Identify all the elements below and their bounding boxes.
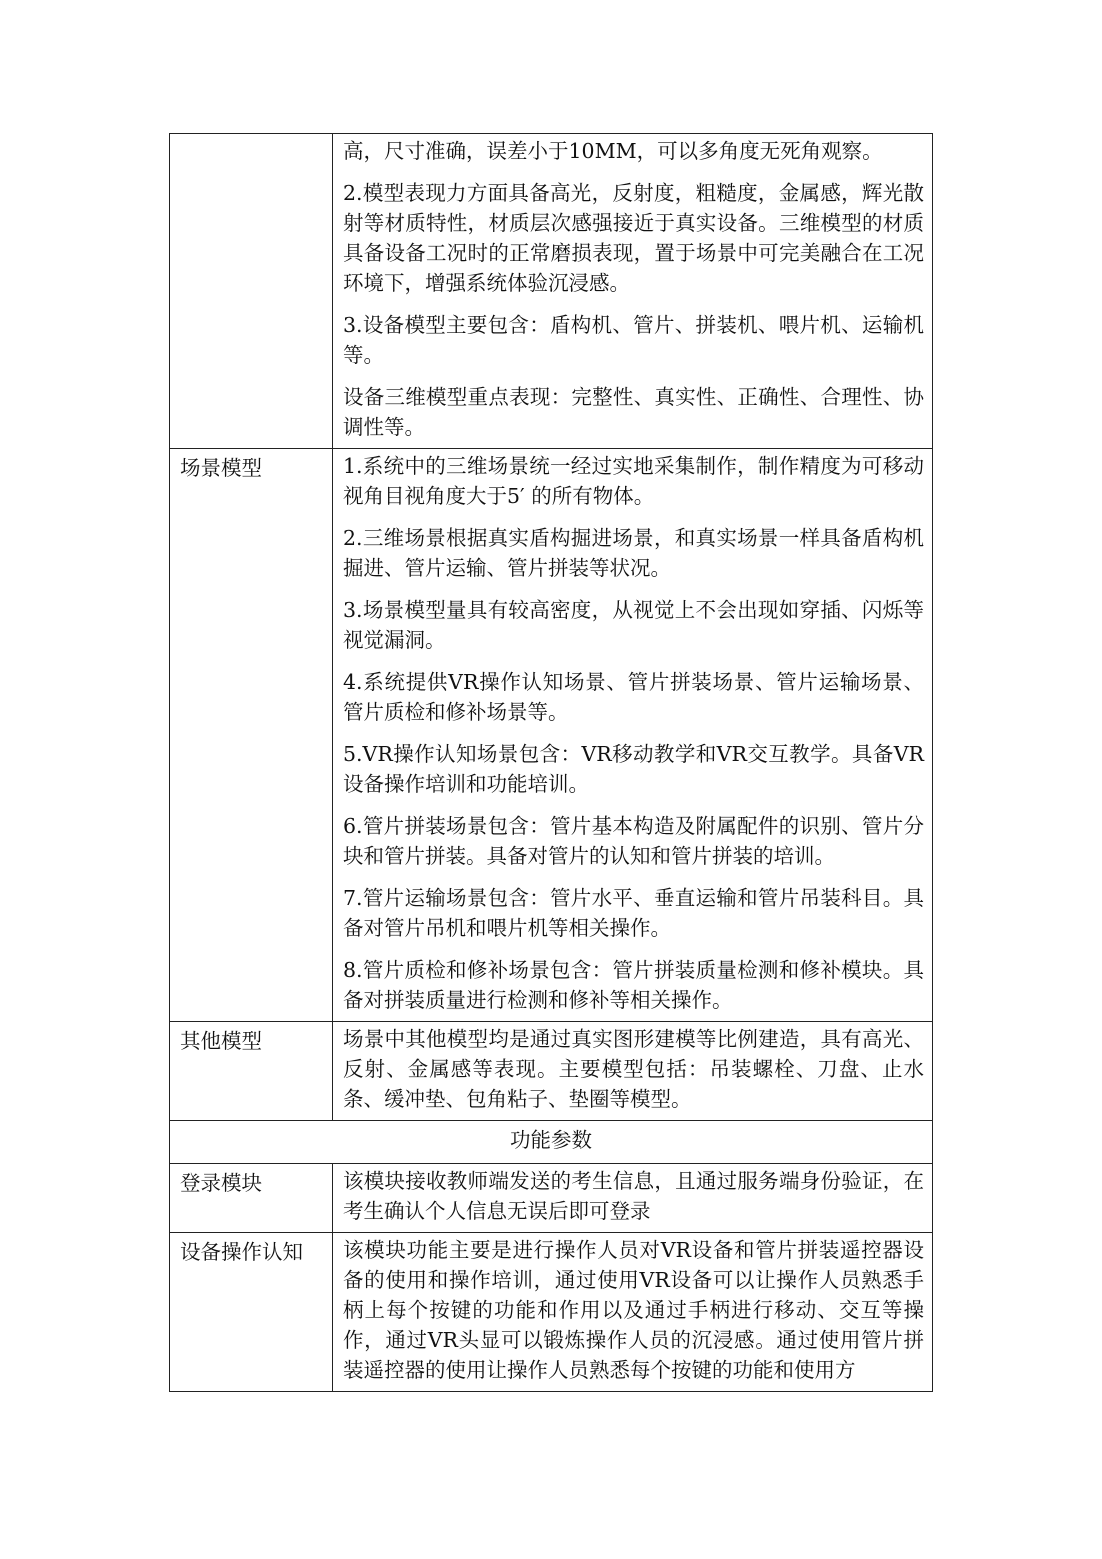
row-label-device-cognition: 设备操作认知 xyxy=(170,1233,333,1392)
paragraph: 1.系统中的三维场景统一经过实地采集制作，制作精度为可移动视角目视角度大于5′ 的所有物体。 xyxy=(343,454,924,508)
table-row xyxy=(170,1164,933,1233)
paragraph: 该模块接收教师端发送的考生信息，且通过服务端身份验证，在考生确认个人信息无误后即可登录 xyxy=(343,1169,924,1223)
row-content-scene-model xyxy=(333,449,933,1022)
paragraph: 5.VR操作认知场景包含：VR移动教学和VR交互教学。具备VR设备操作培训和功能培训。 xyxy=(343,742,924,796)
paragraph: 6.管片拼装场景包含：管片基本构造及附属配件的识别、管片分块和管片拼装。具备对管片的认知和管片拼装的培训。 xyxy=(343,814,924,868)
row-content-device-cognition xyxy=(333,1233,933,1392)
row-content-login-module xyxy=(333,1164,933,1233)
table-row xyxy=(170,1233,933,1392)
section-header: 功能参数 xyxy=(170,1121,933,1164)
paragraph: 该模块功能主要是进行操作人员对VR设备和管片拼装遥控器设备的使用和操作培训，通过使用VR设备可以让操作人员熟悉手柄上每个按键的功能和作用以及通过手柄进行移动、交互等操作，通过VR头显可以锻炼操作人员的沉浸感。通过使用管片拼装遥控器的使用让操作人员熟悉每个按键的功能和使用方 xyxy=(343,1238,924,1382)
spec-table xyxy=(169,133,933,1392)
paragraph: 设备三维模型重点表现：完整性、真实性、正确性、合理性、协调性等。 xyxy=(343,385,924,439)
row-content-other-model xyxy=(333,1022,933,1121)
table-row xyxy=(170,1121,933,1164)
row-label-device-model xyxy=(170,134,333,449)
row-label-scene-model: 场景模型 xyxy=(170,449,333,1022)
paragraph: 2.模型表现力方面具备高光，反射度，粗糙度，金属感，辉光散射等材质特性，材质层次感强接近于真实设备。三维模型的材质具备设备工况时的正常磨损表现，置于场景中可完美融合在工况环境下，增强系统体验沉浸感。 xyxy=(343,181,924,295)
row-label-other-model: 其他模型 xyxy=(170,1022,333,1121)
paragraph: 场景中其他模型均是通过真实图形建模等比例建造，具有高光、反射、金属感等表现。主要模型包括：吊装螺栓、刀盘、止水条、缓冲垫、包角粘子、垫圈等模型。 xyxy=(343,1027,924,1111)
paragraph: 3.设备模型主要包含：盾构机、管片、拼装机、喂片机、运输机等。 xyxy=(343,313,924,367)
row-label-login-module: 登录模块 xyxy=(170,1164,333,1233)
paragraph: 7.管片运输场景包含：管片水平、垂直运输和管片吊装科目。具备对管片吊机和喂片机等相关操作。 xyxy=(343,886,924,940)
paragraph: 4.系统提供VR操作认知场景、管片拼装场景、管片运输场景、管片质检和修补场景等。 xyxy=(343,670,924,724)
paragraph: 3.场景模型量具有较高密度，从视觉上不会出现如穿插、闪烁等视觉漏洞。 xyxy=(343,598,924,652)
paragraph: 2.三维场景根据真实盾构掘进场景，和真实场景一样具备盾构机掘进、管片运输、管片拼装等状况。 xyxy=(343,526,924,580)
table-row xyxy=(170,1022,933,1121)
paragraph: 高，尺寸准确，误差小于10MM，可以多角度无死角观察。 xyxy=(343,139,883,163)
paragraph: 8.管片质检和修补场景包含：管片拼装质量检测和修补模块。具备对拼装质量进行检测和修补等相关操作。 xyxy=(343,958,924,1012)
table-row xyxy=(170,449,933,1022)
row-content-device-model xyxy=(333,134,933,449)
table-row xyxy=(170,134,933,449)
